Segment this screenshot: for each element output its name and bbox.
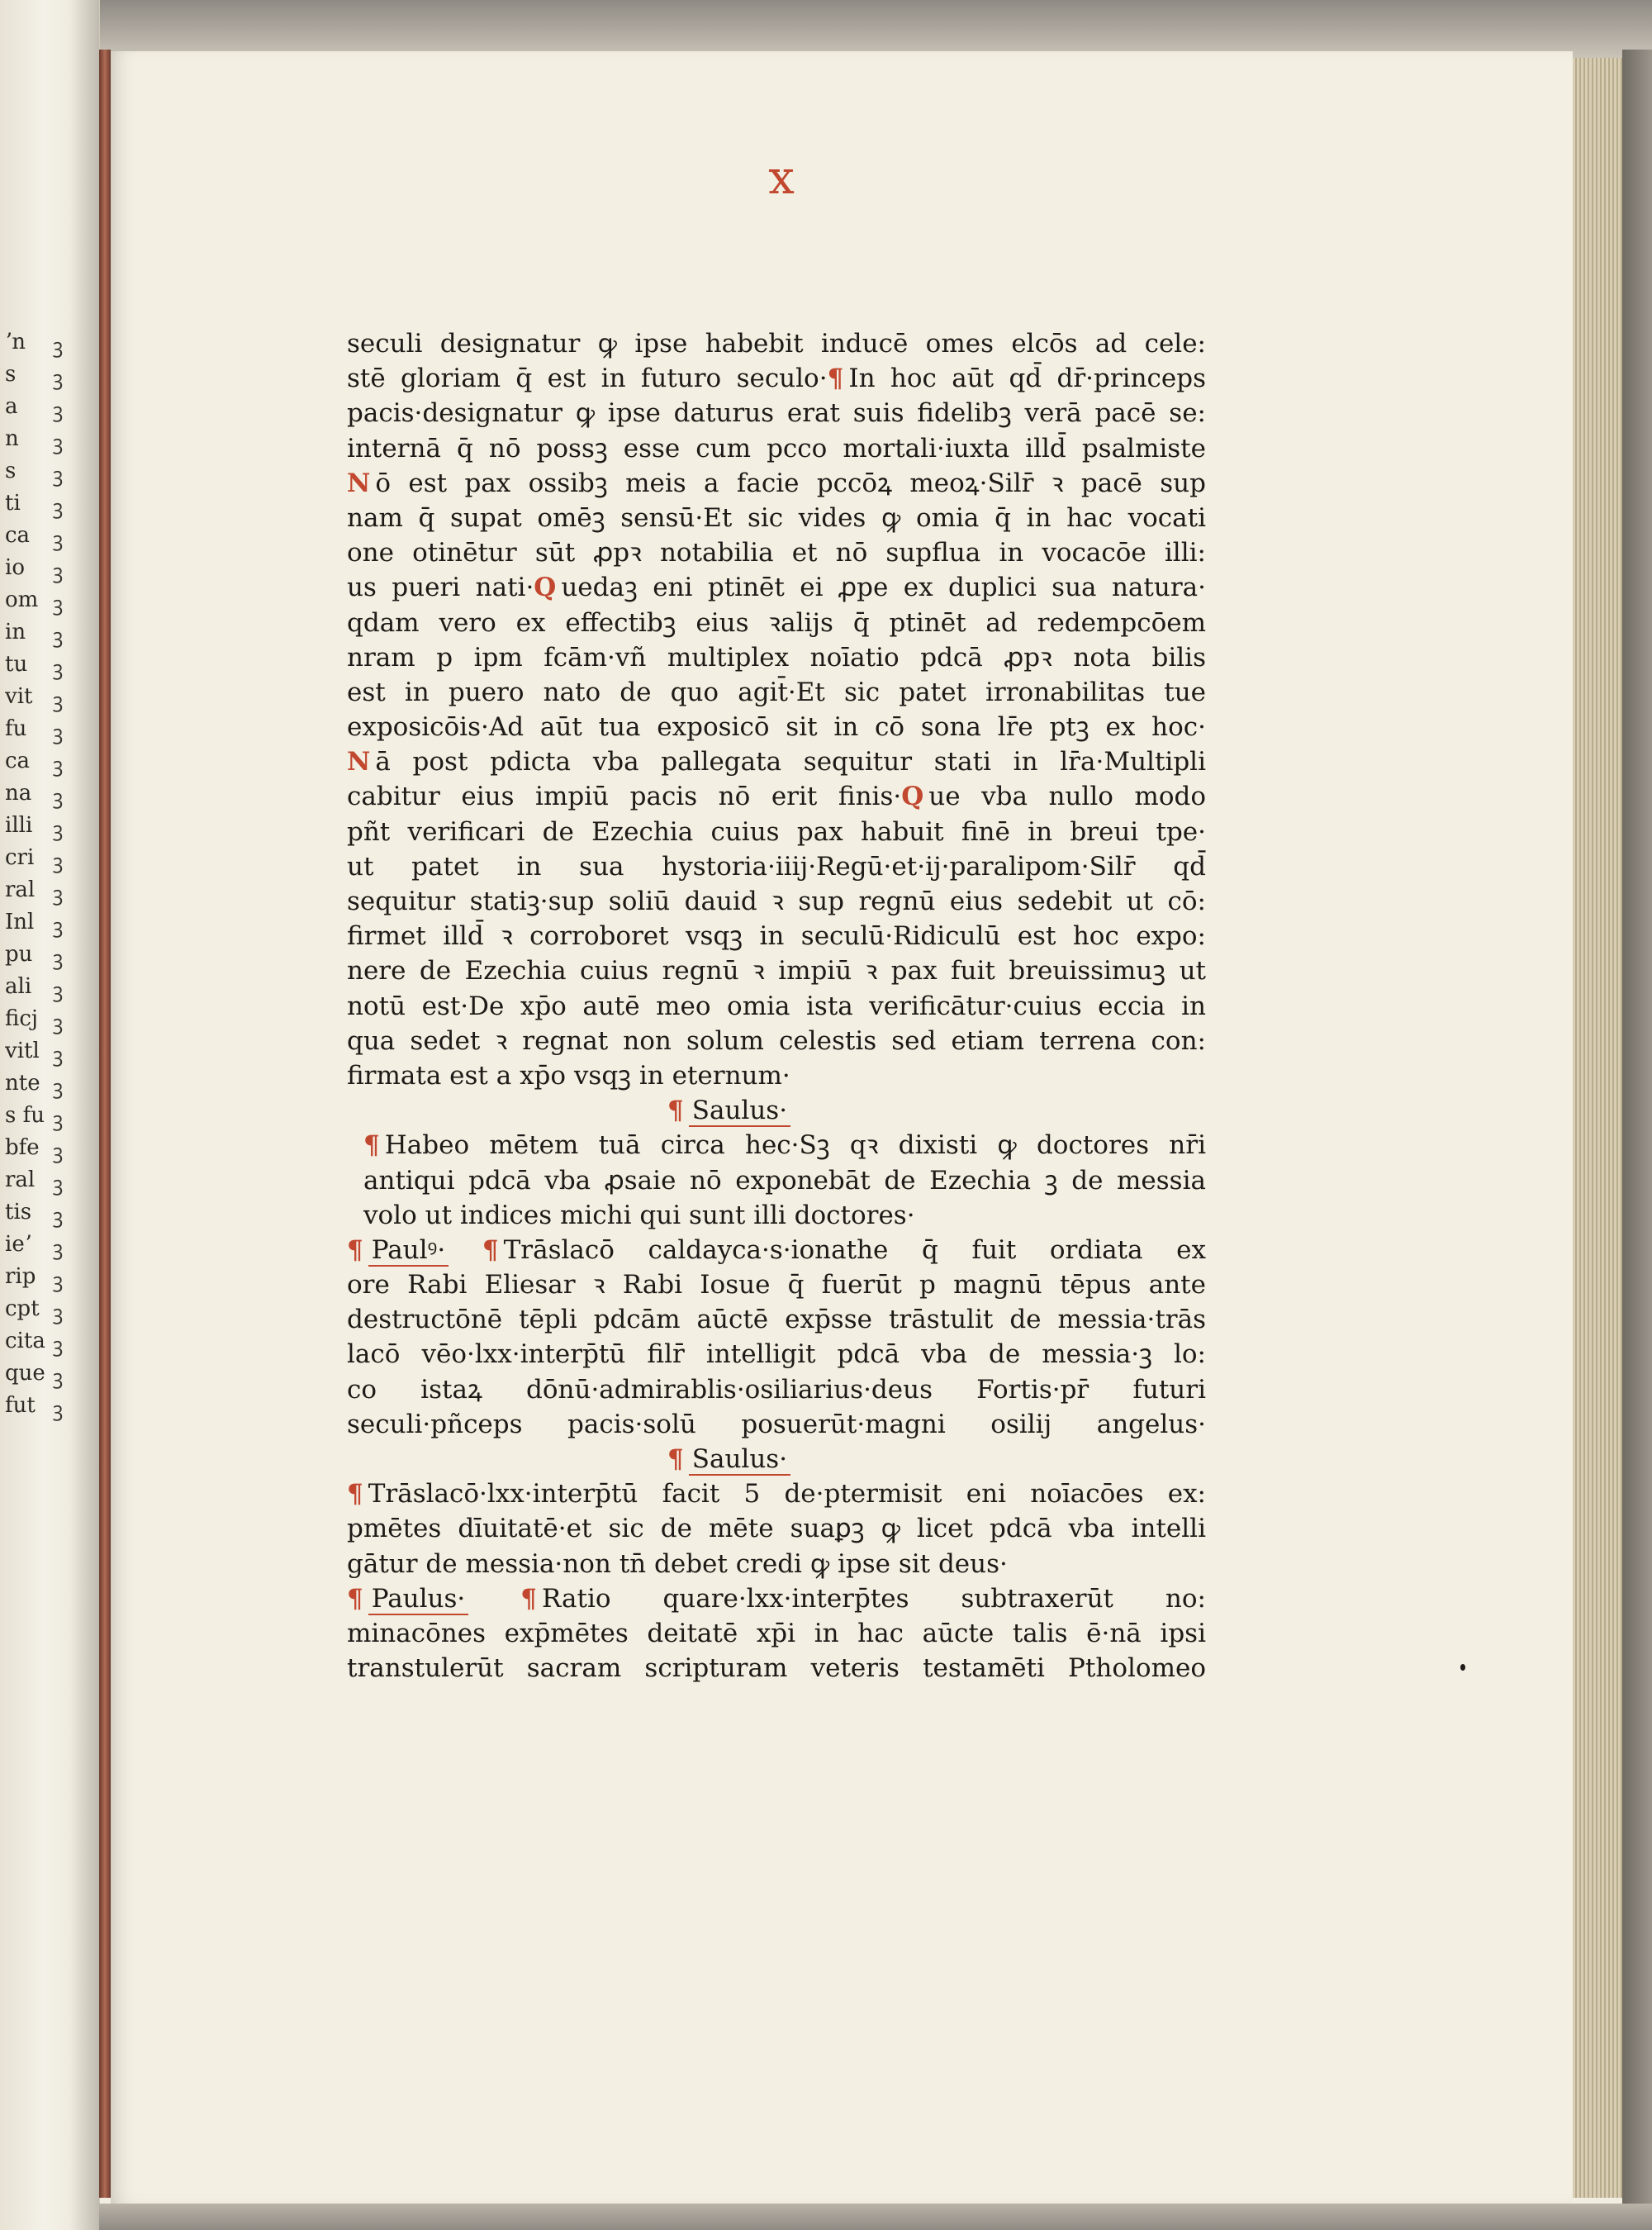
line-text: destructōnē tēpli pdcām aūctē exp̄sse trāstulit de messia·trās [347,1305,1206,1335]
line-text: notū est·De xp̄o autē meo omia ista verificātur·cuius eccia in [347,991,1206,1021]
text-line [347,779,1206,814]
left-mark: ꝫ [53,1108,64,1131]
left-fragment: ca [5,523,31,548]
text-line [347,815,1206,849]
line-text: sequitur statiꝫ·sup soliū dauid ꝛ sup regnū eius sedebit ut cō: [347,887,1206,916]
rubricated-initial: ¶ [347,1479,363,1510]
left-mark: ꝫ [53,560,64,583]
left-mark: ꝫ [53,399,64,422]
line-text: ō est pax ossibꝫ meis a facie pccōꝝ meoꝝ·Silr̄ ꝛ pacē sup [375,468,1206,498]
left-mark: ꝫ [53,367,64,390]
left-mark: ꝫ [53,947,64,970]
line-text: Trāslacō·lxx·interp̄tū facit 5 de·ptermisit eni noīacōes ex: [368,1479,1206,1510]
rubricated-initial: ¶ [363,1130,380,1161]
line-text: ut patet in sua hystoria·iiij·Regū·et·ij·paralipom·Silr̄ qd̄ [347,851,1206,882]
line-text: nam q̄ supat omēꝫ sensū·Et sic vides ꝙ omia q̄ in hac vocati [347,502,1206,533]
left-fragment: ficj [5,1006,38,1031]
line-text: Trāslacō caldayca·s·ionathe q̄ fuit ordiata ex [503,1234,1206,1265]
line-text: Habeo mētem tuā circa hec·Sꝫ qꝛ dixisti ꝙ doctores nr̄i [384,1130,1206,1161]
rubricated-initial: ¶ [482,1234,499,1265]
text-line [347,1267,1206,1302]
line-text: internā q̄ nō possꝫ esse cum pcco mortali·iuxta illd̄ psalmiste [347,433,1206,464]
speaker-heading: Saulus· [689,1096,790,1127]
left-fragment: cpt [5,1296,40,1321]
left-mark: ꝫ [53,850,64,873]
left-mark: ꝫ [53,592,64,616]
rubricated-initial: N [347,747,371,777]
line-text: us pueri nati· [347,573,534,603]
left-mark: ꝫ [53,818,64,841]
left-mark: ꝫ [53,1269,64,1292]
line-text: firmata est a xp̄o vsqꝫ in eternum· [347,1060,790,1091]
line-text: Ratio quare·lxx·interp̄tes subtraxerūt no: [541,1583,1206,1614]
left-mark: ꝫ [53,689,64,712]
text-column [347,326,1206,1686]
left-fragment: illi [5,813,33,838]
left-mark: ꝫ [53,1076,64,1099]
left-fragment: nte [5,1071,40,1096]
left-fragment: ali [5,974,32,999]
left-fragment: cita [5,1329,45,1353]
left-mark: ꝫ [53,979,64,1002]
text-line [347,1616,1206,1651]
left-fragment: vit [5,684,33,709]
left-fragment: ieʼ [5,1232,31,1257]
left-mark: ꝫ [53,1140,64,1163]
left-fragment: n [5,426,19,451]
speaker-heading: Saulus· [689,1444,790,1476]
left-mark: ꝫ [53,754,64,777]
text-line [347,919,1206,953]
left-mark: ꝫ [53,464,64,487]
text-line [347,1302,1206,1337]
text-line [347,1407,1206,1442]
line-text: ore Rabi Eliesar ꝛ Rabi Iosue q̄ fuerūt p magnū tēpus ante [347,1270,1206,1300]
left-fragment: io [5,555,25,580]
left-fragment: Inl [5,910,35,934]
text-line [347,1337,1206,1372]
line-text: gātur de messia·non tn̄ debet credi ꝙ ipse sit deus· [347,1548,1008,1579]
line-text: minacōnes exp̄mētes deitatē xp̄i in hac aūcte talis ē·nā ipsi [347,1618,1206,1648]
line-text: transtulerūt sacram scripturam veteris testamēti Ptholomeo [347,1653,1206,1684]
left-mark: ꝫ [53,882,64,906]
left-mark: ꝫ [53,1172,64,1196]
text-line [347,1128,1206,1163]
text-line [347,1198,1206,1233]
text-line [347,884,1206,919]
left-page-leaf [0,0,100,2230]
text-line [347,710,1206,744]
left-mark: ꝫ [53,1205,64,1228]
left-fragment: pu [5,942,33,967]
line-text: ue vba nullo modo [928,782,1206,812]
gutter-shadow [69,0,99,2230]
text-line [347,326,1206,361]
left-mark: ꝫ [53,1011,64,1034]
left-mark: ꝫ [53,496,64,519]
text-line [347,1163,1206,1198]
left-fragment: ʼn [5,330,26,354]
page-block-edges [1573,58,1624,2198]
ink-speck [1460,1664,1465,1671]
left-fragment: ral [5,877,36,902]
left-mark: ꝫ [53,1044,64,1067]
line-text: antiqui pdcā vba ꝓsaie nō exponebāt de Ezechia ꝫ de messia [363,1165,1206,1196]
line-text: seculi designatur ꝙ ipse habebit inducē omes elcōs ad cele: [347,329,1206,359]
folio-number: x [768,151,793,205]
left-mark: ꝫ [53,1237,64,1260]
text-line [347,570,1206,605]
left-fragment: tu [5,652,28,677]
line-text: cabitur eius impiū pacis nō erit finis· [347,782,902,812]
text-line [347,1511,1206,1546]
line-text: stē gloriam q̄ est in futuro seculo· [347,364,828,394]
text-line [347,1581,1206,1616]
text-line [347,431,1206,466]
line-text: nram p ipm fcām·vñ multiplex noīatio pdcā ꝓpꝛ nota bilis [347,642,1206,673]
rubricated-initial: Q [534,573,557,603]
text-line [347,989,1206,1024]
text-line [347,640,1206,675]
pilcrow-mark: ¶ [667,1096,684,1126]
line-text: exposicōis·Ad aūt tua exposicō sit in cō sona lr̄e ptꝫ ex hoc· [347,712,1206,743]
left-mark: ꝫ [53,1398,64,1421]
left-mark: ꝫ [53,431,64,454]
line-text: qdam vero ex effectibꝫ eius ꝛalijs q̄ ptinēt ad redempcōem [347,607,1206,638]
text-line [347,1233,1206,1267]
text-line [347,1442,1206,1476]
left-mark: ꝫ [53,786,64,809]
speaker-name: Paulꝰ· [368,1235,449,1267]
line-text: In hoc aūt qd̄ dr̄·princeps [848,364,1206,394]
text-line [347,1372,1206,1407]
left-page-text-fragments [5,326,55,1422]
text-line [347,396,1206,430]
rubricated-initial: Q [901,782,924,812]
left-fragment: rip [5,1264,36,1289]
bottom-background [99,2204,1652,2230]
speaker-name: Paulus· [368,1584,469,1615]
left-mark: ꝫ [53,721,64,744]
left-fragment: s fu [5,1103,45,1128]
text-line [347,361,1206,396]
line-text: qua sedet ꝛ regnat non solum celestis sed etiam terrena con: [347,1025,1206,1056]
left-fragment: ca [5,749,31,773]
left-mark: ꝫ [53,1301,64,1324]
left-fragment: tis [5,1200,32,1224]
text-line [347,675,1206,710]
left-fragment: ti [5,491,21,516]
top-background [0,0,1652,58]
left-mark: ꝫ [53,915,64,938]
text-line [347,501,1206,535]
left-fragment: ral [5,1167,36,1192]
rubricated-initial: ¶ [827,364,844,394]
line-text: pacis·designatur ꝙ ipse daturus erat suis fidelibꝫ verā pacē se: [347,398,1206,429]
pilcrow-mark: ¶ [347,1234,363,1265]
left-fragment: cri [5,845,35,870]
line-text: co istaꝝ dōnū·admirablis·osiliarius·deus Fortis·pr̄ futuri [347,1374,1206,1405]
text-line [347,1093,1206,1128]
left-fragment: s [5,459,17,483]
left-mark: ꝫ [53,1334,64,1357]
pilcrow-mark: ¶ [347,1583,363,1614]
line-text: uedaꝫ eni ptinēt ei ꝓpe ex duplici sua natura· [561,573,1206,603]
left-fragment: fut [5,1393,36,1418]
line-text: est in puero nato de quo agit̄·Et sic patet irronabilitas tue [347,677,1206,707]
binding-edge [99,50,111,2198]
text-line [347,1024,1206,1058]
right-background [1622,50,1652,2230]
text-line [347,606,1206,640]
left-fragment: bfe [5,1135,40,1160]
text-line [347,1058,1206,1093]
left-fragment: s [5,362,17,387]
left-mark: ꝫ [53,657,64,680]
rubricated-initial: N [347,468,371,498]
left-fragment: vitl [5,1039,40,1063]
pilcrow-mark: ¶ [667,1444,684,1474]
left-fragment: om [5,587,39,612]
line-text: lacō vēo·lxx·interp̄tū filr̄ intelligit pdcā vba de messia·ꝫ lo: [347,1339,1206,1370]
line-text: seculi·pñceps pacis·solū posuerūt·magni osilij angelus· [347,1409,1206,1439]
left-fragment: que [5,1361,45,1386]
text-line [347,535,1206,570]
text-line [347,849,1206,884]
left-fragment: na [5,781,32,806]
left-fragment: fu [5,716,27,741]
text-line [347,1476,1206,1511]
left-fragment: in [5,620,26,644]
text-line [347,1651,1206,1686]
left-fragment: a [5,394,18,419]
text-line [347,1547,1206,1581]
line-text: ā post pdicta vba pallegata sequitur stati in lr̄a·Multipli [375,747,1206,777]
line-text: pmētes dīuitatē·et sic de mēte suaꝑꝫ ꝙ licet pdcā vba intelli [347,1514,1206,1544]
rubricated-initial: ¶ [520,1583,537,1614]
line-text: volo ut indices michi qui sunt illi doctores· [363,1200,915,1230]
line-text: one otinētur sūt ꝓpꝛ notabilia et nō supflua in vocacōe illi: [347,538,1206,568]
text-line [347,466,1206,501]
line-text: firmet illd̄ ꝛ corroboret vsqꝫ in seculū·Ridiculū est hoc expo: [347,921,1206,952]
left-mark: ꝫ [53,528,64,551]
text-line [347,744,1206,779]
left-mark: ꝫ [53,1366,64,1389]
left-mark: ꝫ [53,625,64,648]
line-text: pñt verificari de Ezechia cuius pax habuit finē in breui tpe· [347,816,1206,847]
line-text: nere de Ezechia cuius regnū ꝛ impiū ꝛ pax fuit breuissimuꝫ ut [347,956,1206,987]
left-mark: ꝫ [53,335,64,358]
text-line [347,953,1206,988]
